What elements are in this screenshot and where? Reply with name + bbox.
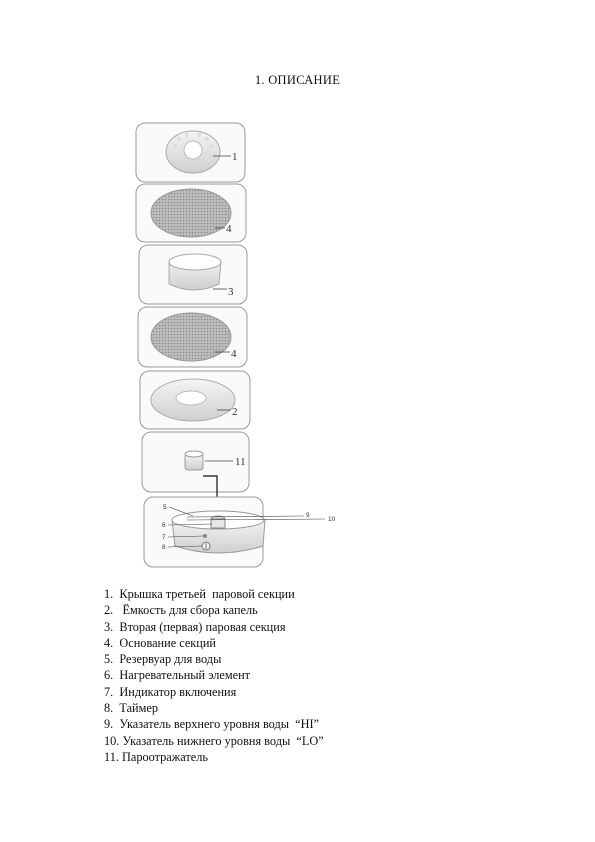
callout-10: 10 <box>328 516 336 523</box>
callout-6: 6 <box>162 522 166 529</box>
base-unit-panel <box>144 497 336 567</box>
callout-2: 2 <box>232 406 238 418</box>
legend-item: 8. Таймер <box>104 701 159 716</box>
callout-9: 9 <box>306 512 310 519</box>
callout-11: 11 <box>235 456 246 468</box>
legend-item: 3. Вторая (первая) паровая секция <box>104 619 286 634</box>
lid-panel <box>136 123 245 182</box>
parts-legend <box>104 586 324 765</box>
base-mesh-part <box>151 189 231 237</box>
legend-item: 4. Основание секций <box>104 635 217 650</box>
legend-item: 2. Ёмкость для сбора капель <box>104 603 258 618</box>
legend-item: 10. Указатель нижнего уровня воды “LO” <box>104 733 324 748</box>
callout-4-bottom: 4 <box>231 348 237 360</box>
page-title: 1. ОПИСАНИЕ <box>254 73 341 87</box>
callout-7: 7 <box>162 534 166 541</box>
legend-item: 7. Индикатор включения <box>104 684 237 699</box>
callout-8: 8 <box>162 544 166 551</box>
base-mesh-part-2 <box>151 313 231 361</box>
callout-5: 5 <box>163 504 167 511</box>
callout-1: 1 <box>232 151 238 163</box>
legend-item: 1. Крышка третьей паровой секции <box>104 587 295 601</box>
legend-item: 11. Пароотражатель <box>104 749 208 764</box>
legend-item: 9. Указатель верхнего уровня воды “HI” <box>104 717 320 732</box>
base-panel-bottom <box>138 307 247 367</box>
steam-section-panel <box>139 245 247 304</box>
base-panel-top <box>136 184 246 242</box>
legend-item: 6. Нагревательный элемент <box>104 668 251 683</box>
exploded-parts-diagram <box>95 114 370 574</box>
legend-item: 5. Резервуар для воды <box>104 652 222 667</box>
steam-deflector-panel <box>142 432 249 492</box>
drip-tray-panel <box>140 371 250 429</box>
callout-4-top: 4 <box>226 223 232 235</box>
callout-3: 3 <box>228 286 234 298</box>
